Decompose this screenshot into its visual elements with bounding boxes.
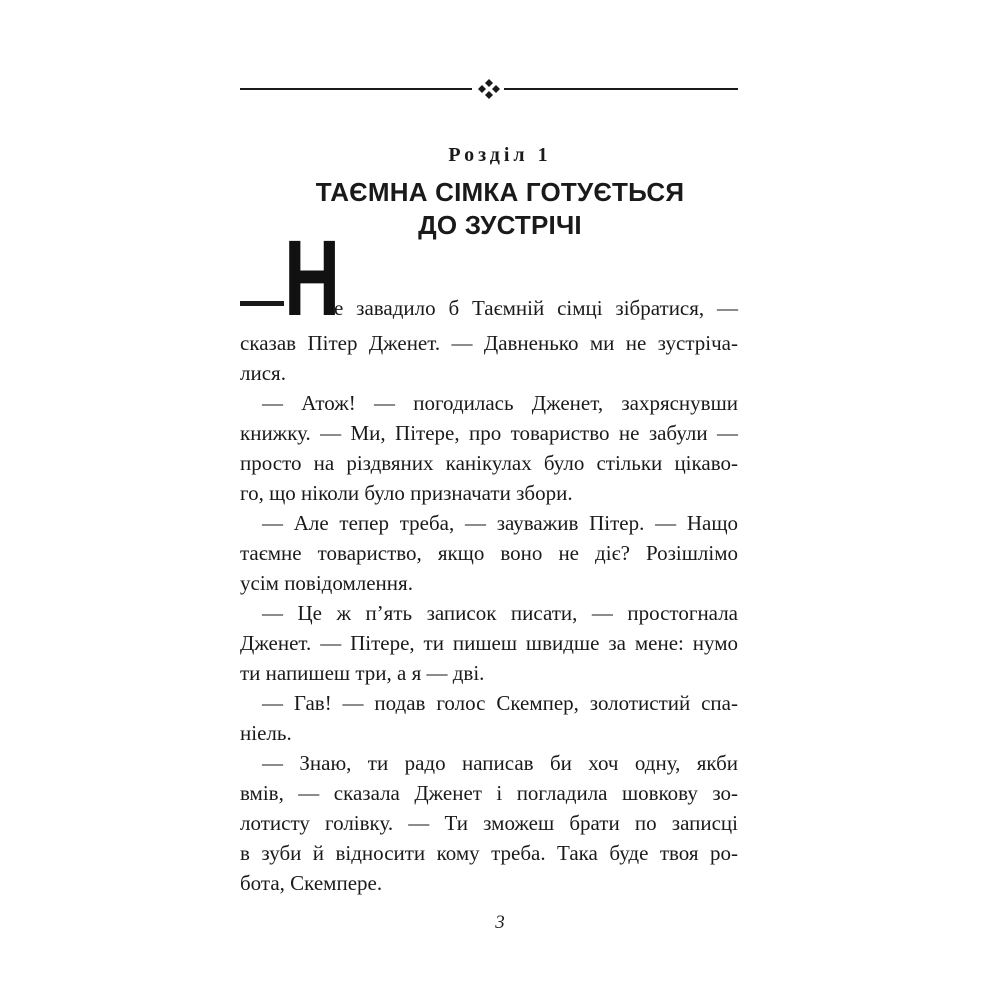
body-line: — Гав! — подав голос Скемпер, золотистий спа- [262, 691, 738, 715]
body-line: го, що ніколи було призначати збори. [240, 481, 573, 505]
body-line: — Знаю, ти радо написав би хоч одну, якби [262, 751, 738, 775]
ornament-rule-left [240, 88, 472, 90]
body-line: Дженет. — Пітере, ти пишеш швидше за мене: нумо [240, 631, 738, 655]
body-line: бота, Скемпере. [240, 871, 383, 895]
diamond-cluster-icon [476, 78, 502, 100]
drop-cap-dash [240, 301, 284, 306]
drop-cap: Н [284, 217, 341, 338]
body-line: усім повідомлення. [240, 571, 413, 595]
page-number: 3 [495, 912, 505, 933]
body-line: е завадило б Таємній сімці зібратися, — [334, 296, 738, 320]
chapter-title-line: ТАЄМНА СІМКА ГОТУЄТЬСЯ [315, 177, 685, 207]
chapter-label: Розділ 1 [448, 144, 552, 166]
body-line: вмів, — сказала Дженет і погладила шовкову зо- [240, 781, 738, 805]
body-line: таємне товариство, якщо воно не діє? Розішлімо [240, 541, 738, 565]
chapter-ornament [240, 78, 738, 100]
body-line: — Це ж п’ять записок писати, — простогнала [262, 601, 738, 625]
body-line: в зуби й відносити кому треба. Така буде твоя ро- [240, 841, 738, 865]
body-line: ніель. [240, 721, 292, 745]
body-line: — Атож! — погодилась Дженет, захряснувши [262, 391, 738, 415]
body-line: просто на різдвяних канікулах було стільки цікаво- [240, 451, 738, 475]
chapter-title-line: ДО ЗУСТРІЧІ [418, 210, 582, 240]
body-line: лотисту голівку. — Ти зможеш брати по записці [240, 811, 738, 835]
body-line: ти напишеш три, а я — дві. [240, 661, 485, 685]
body-line: — Але тепер треба, — зауважив Пітер. — Нащо [262, 511, 738, 535]
ornament-rule-right [504, 88, 738, 90]
body-line: лися. [240, 361, 286, 385]
body-line: сказав Пітер Дженет. — Давненько ми не зустріча- [240, 331, 738, 355]
chapter-title [0, 176, 1000, 242]
body-line: книжку. — Ми, Пітере, про товариство не забули — [240, 421, 738, 445]
